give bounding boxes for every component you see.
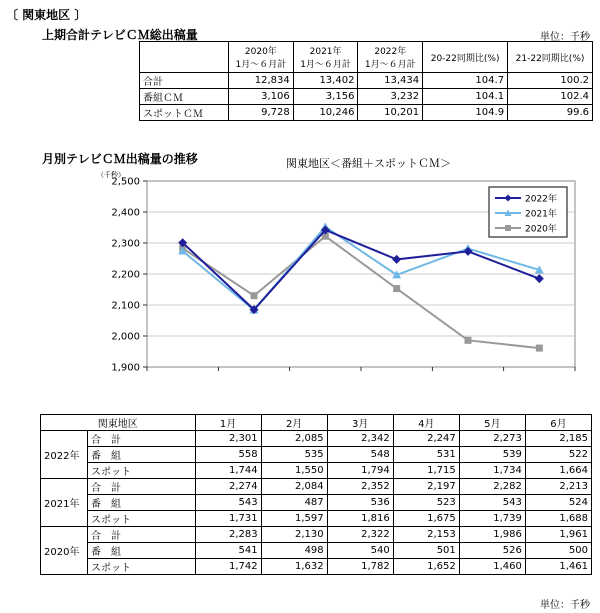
monthly-cell: 1,731 [195,511,261,527]
monthly-row [41,431,592,447]
monthly-cell: 558 [195,447,261,463]
monthly-cell: 1,715 [393,463,459,479]
summary-cell: 12,834 [229,73,294,89]
summary-row [140,105,593,121]
monthly-unit: 単位：千秒 [540,600,590,611]
monthly-cell: 2,273 [459,431,525,447]
summary-row-label: スポットＣＭ [140,105,229,121]
data-point [536,345,543,352]
month-header: 6月 [525,415,591,431]
monthly-cell: 1,664 [525,463,591,479]
monthly-cell: 522 [525,447,591,463]
monthly-cell: 1,742 [195,559,261,575]
monthly-cell: 2,197 [393,479,459,495]
summary-cell: 104.1 [423,89,508,105]
monthly-cell: 2,283 [195,527,261,543]
data-point [465,337,472,344]
monthly-cell: 543 [195,495,261,511]
y-tick-label: 2,200 [111,269,140,281]
monthly-cell: 2,130 [261,527,327,543]
monthly-cell: 526 [459,543,525,559]
monthly-cell: 2,282 [459,479,525,495]
monthly-row [41,543,592,559]
data-point [251,292,258,299]
monthly-cell: 1,744 [195,463,261,479]
monthly-cell: 2,301 [195,431,261,447]
monthly-cell: 2,352 [327,479,393,495]
month-header: 5月 [459,415,525,431]
monthly-cell: 1,550 [261,463,327,479]
monthly-cell: 541 [195,543,261,559]
monthly-cell: 2,153 [393,527,459,543]
monthly-cell: 2,084 [261,479,327,495]
monthly-table [40,414,592,575]
summary-cell: 13,402 [293,73,358,89]
monthly-row [41,511,592,527]
monthly-cell: 1,688 [525,511,591,527]
monthly-cell: 1,816 [327,511,393,527]
month-header: 1月 [195,415,261,431]
monthly-cell: 1,986 [459,527,525,543]
summary-cell: 104.9 [423,105,508,121]
monthly-cell: 487 [261,495,327,511]
monthly-cell: 2,342 [327,431,393,447]
month-header: 2月 [261,415,327,431]
monthly-cell: 500 [525,543,591,559]
summary-header-cell: 21-22同期比(%) [508,42,593,73]
monthly-cell: 2,322 [327,527,393,543]
summary-row [140,89,593,105]
row-type-label: スポット [88,463,196,479]
monthly-cell: 1,675 [393,511,459,527]
summary-header-cell: 2020年 1月～６月計 [229,42,294,73]
monthly-row [41,527,592,543]
section1-unit: 単位：千秒 [540,32,590,43]
region-title: 〔 関東地区 〕 [6,8,87,22]
row-type-label: 合 計 [88,479,196,495]
monthly-cell: 540 [327,543,393,559]
legend-label: 2021年 [525,209,557,220]
monthly-cell: 539 [459,447,525,463]
row-type-label: 番 組 [88,495,196,511]
chart-legend [489,187,567,237]
y-tick-label: 2,400 [111,207,140,219]
monthly-cell: 498 [261,543,327,559]
data-point [393,285,400,292]
summary-table [139,41,593,121]
monthly-cell: 2,274 [195,479,261,495]
year-label: 2021年 [41,479,88,527]
summary-cell: 13,434 [358,73,423,89]
monthly-cell: 1,597 [261,511,327,527]
monthly-cell: 531 [393,447,459,463]
summary-header-cell: 20-22同期比(%) [423,42,508,73]
y-tick-label: 2,100 [111,300,140,312]
row-type-label: スポット [88,559,196,575]
summary-cell: 3,232 [358,89,423,105]
summary-row-label: 合計 [140,73,229,89]
y-tick-label: 2,000 [111,331,140,343]
summary-header-row [140,42,593,73]
monthly-cell: 1,782 [327,559,393,575]
legend-label: 2020年 [525,224,557,235]
monthly-cell: 1,734 [459,463,525,479]
year-label: 2020年 [41,527,88,575]
summary-header-cell: 2021年 1月～６月計 [293,42,358,73]
monthly-cell: 501 [393,543,459,559]
summary-cell: 100.2 [508,73,593,89]
monthly-header-row [41,415,592,431]
row-type-label: スポット [88,511,196,527]
summary-cell: 104.7 [423,73,508,89]
monthly-cell: 2,247 [393,431,459,447]
summary-row-label: 番組ＣＭ [140,89,229,105]
monthly-cell: 536 [327,495,393,511]
summary-cell: 99.6 [508,105,593,121]
monthly-cell: 1,460 [459,559,525,575]
monthly-cell: 548 [327,447,393,463]
monthly-cell: 2,085 [261,431,327,447]
year-label: 2022年 [41,431,88,479]
chart-title: 関東地区＜番組＋スポットＣＭ＞ [286,157,451,170]
y-axis-unit: （千秒） [97,171,125,179]
monthly-cell: 1,739 [459,511,525,527]
monthly-cell: 1,461 [525,559,591,575]
monthly-row [41,559,592,575]
monthly-cell: 2,185 [525,431,591,447]
row-type-label: 合 計 [88,431,196,447]
section1-title: 上期合計テレビＣＭ総出稿量 [42,28,198,42]
monthly-cell: 2,213 [525,479,591,495]
monthly-cell: 535 [261,447,327,463]
monthly-cell: 524 [525,495,591,511]
y-tick-label: 1,900 [111,362,140,374]
monthly-row [41,463,592,479]
section2-title: 月別テレビＣＭ出稿量の推移 [42,152,198,166]
summary-cell: 10,246 [293,105,358,121]
month-header: 4月 [393,415,459,431]
summary-cell: 102.4 [508,89,593,105]
summary-cell: 10,201 [358,105,423,121]
legend-label: 2022年 [525,194,557,205]
monthly-cell: 1,961 [525,527,591,543]
row-type-label: 合 計 [88,527,196,543]
monthly-cell: 523 [393,495,459,511]
summary-header-cell: 2022年 1月～６月計 [358,42,423,73]
row-type-label: 番 組 [88,447,196,463]
month-header: 3月 [327,415,393,431]
monthly-row [41,447,592,463]
monthly-cell: 1,632 [261,559,327,575]
y-tick-label: 2,500 [111,176,140,188]
monthly-row [41,479,592,495]
monthly-corner: 関東地区 [41,415,196,431]
monthly-cell: 1,652 [393,559,459,575]
row-type-label: 番 組 [88,543,196,559]
monthly-row [41,495,592,511]
summary-cell: 3,106 [229,89,294,105]
summary-cell: 3,156 [293,89,358,105]
y-tick-label: 2,300 [111,238,140,250]
line-chart [0,170,600,410]
summary-row [140,73,593,89]
summary-header-cell [140,42,229,73]
summary-cell: 9,728 [229,105,294,121]
legend-marker [505,225,511,231]
monthly-cell: 543 [459,495,525,511]
monthly-cell: 1,794 [327,463,393,479]
